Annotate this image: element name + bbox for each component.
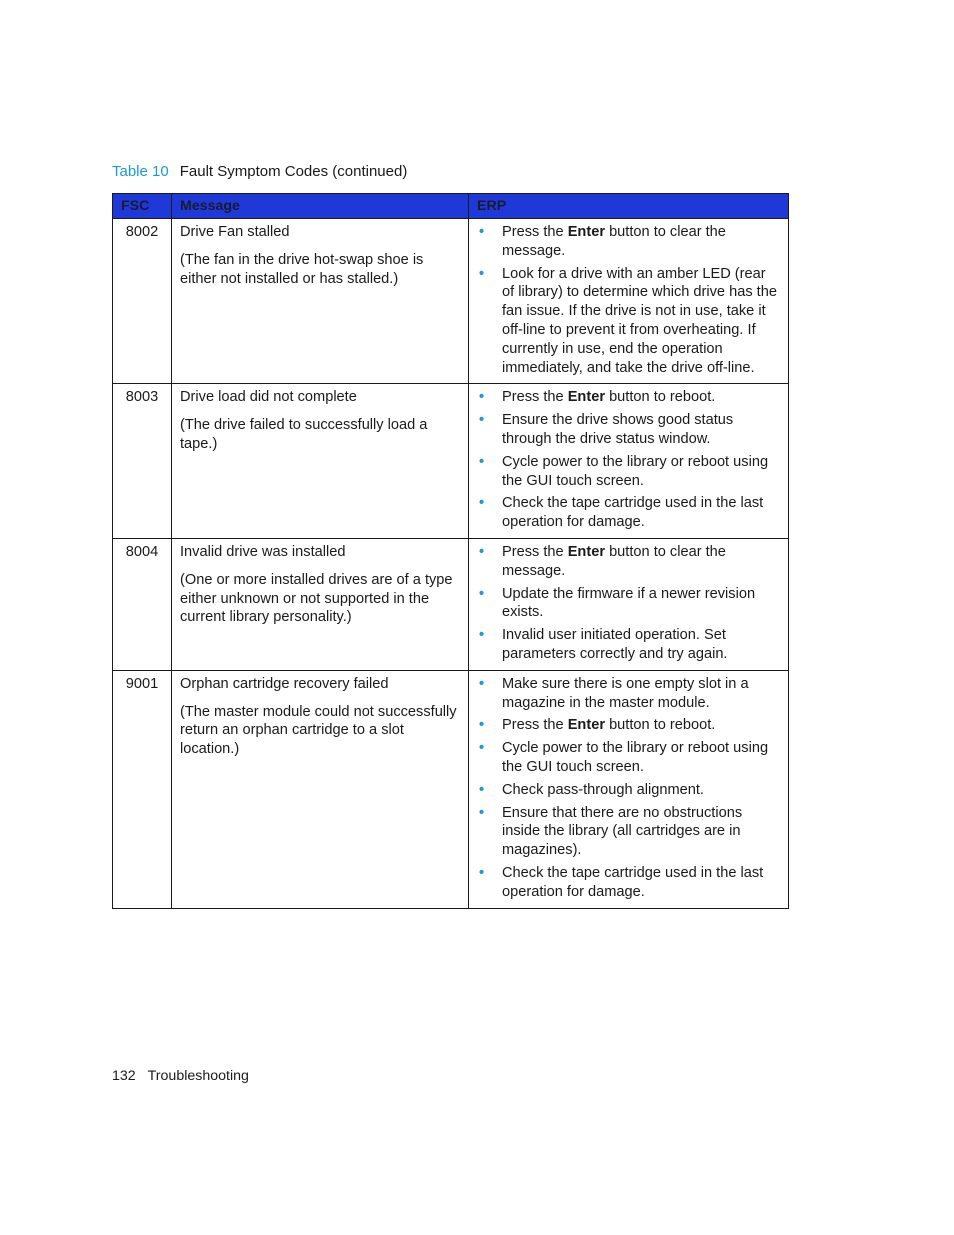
erp-step: • Press the Enter button to clear the message. [479,224,726,259]
message-cell [172,670,469,908]
header-fsc: FSC [113,194,172,219]
header-message: Message [172,194,469,219]
bullet-icon: • [479,389,485,406]
erp-cell [469,384,789,539]
erp-step: • Cycle power to the library or reboot using the GUI touch screen. [479,740,769,775]
message-title: Drive load did not complete [180,389,357,406]
bullet-icon: • [479,804,485,821]
fsc-code: 8004 [113,538,172,670]
erp-step: • Cycle power to the library or reboot using the GUI touch screen. [479,453,769,489]
erp-cell [469,670,789,908]
erp-list [477,675,780,902]
erp-cell [469,538,789,670]
message-title: Invalid drive was installed [180,543,346,560]
table-caption [112,162,407,182]
erp-step: • Ensure that there are no obstructions inside the library (all cartridges are in magazines). [479,804,743,859]
erp-step: • Look for a drive with an amber LED (rear of library) to determine which drive has the fan issue. If the drive is not in use, take it off-line to prevent it from overheating. If currently in use, end the operation immediately, and take the drive off-line. [479,265,777,376]
erp-list [477,543,780,664]
erp-step: • Check the tape cartridge used in the last operation for damage. [479,864,764,900]
erp-step: • Press the Enter button to reboot. [479,717,716,734]
erp-cell [469,219,789,384]
page-footer [112,1067,249,1085]
fsc-code: 9001 [113,670,172,908]
erp-step: • Update the firmware if a newer revision exists. [479,585,756,621]
table-row [113,384,789,539]
bullet-icon: • [479,740,485,757]
fsc-code: 8003 [113,384,172,539]
erp-step: • Press the Enter button to reboot. [479,389,716,406]
bullet-icon: • [479,717,485,734]
bullet-icon: • [479,627,485,644]
bullet-icon: • [479,412,485,429]
fsc-code: 8002 [113,219,172,384]
message-cell [172,219,469,384]
fault-symptom-codes-table [112,193,789,909]
bullet-icon: • [479,864,485,881]
erp-list [477,223,780,377]
erp-step: • Press the Enter button to clear the message. [479,543,726,579]
table-header-row [113,194,789,219]
table-row [113,538,789,670]
bullet-icon: • [479,781,485,798]
erp-step: • Check the tape cartridge used in the last operation for damage. [479,495,764,531]
bullet-icon: • [479,543,485,560]
table-caption-label: Table 10 [112,163,169,180]
message-detail: (The fan in the drive hot-swap shoe is either not installed or has stalled.) [180,251,424,287]
table-row [113,219,789,384]
bullet-icon: • [479,265,485,282]
table-row [113,670,789,908]
bullet-icon: • [479,675,485,692]
message-detail: (The drive failed to successfully load a tape.) [180,417,428,452]
message-detail: (One or more installed drives are of a type either unknown or not supported in the current library personality.) [180,571,453,626]
bullet-icon: • [479,585,485,602]
message-title: Orphan cartridge recovery failed [180,675,389,692]
bullet-icon: • [479,224,485,240]
header-erp: ERP [469,194,789,219]
table-caption-title: Fault Symptom Codes (continued) [179,163,408,180]
message-title: Drive Fan stalled [180,224,290,240]
bullet-icon: • [479,495,485,512]
erp-step: • Invalid user initiated operation. Set parameters correctly and try again. [479,627,728,662]
erp-list [477,388,780,532]
erp-step: • Check pass-through alignment. [479,781,704,798]
section-name: Troubleshooting [147,1068,249,1084]
page-number: 132 [112,1068,136,1084]
erp-step: • Make sure there is one empty slot in a magazine in the master module. [479,675,749,711]
bullet-icon: • [479,453,485,470]
message-detail: (The master module could not successfully return an orphan cartridge to a slot location.) [180,703,457,758]
message-cell [172,384,469,539]
message-cell [172,538,469,670]
erp-step: • Ensure the drive shows good status through the drive status window. [479,412,734,447]
